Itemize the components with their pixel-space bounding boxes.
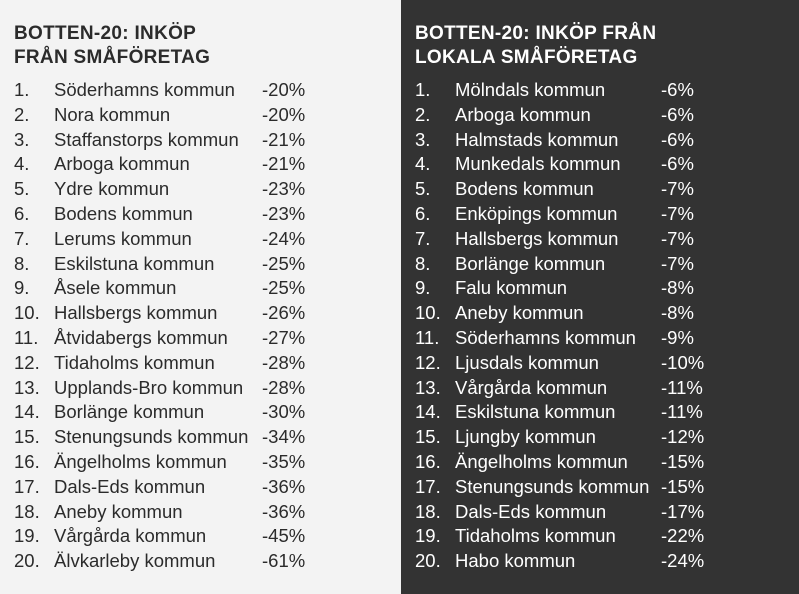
list-item [415, 153, 799, 178]
change-value: -28% [262, 351, 306, 373]
change-value: -9% [661, 326, 694, 348]
municipality-name: Eskilstuna kommun [54, 252, 215, 274]
list-item [14, 79, 401, 104]
list-item [14, 327, 401, 352]
list-item [415, 302, 799, 327]
change-value: -8% [661, 277, 694, 299]
list-item [415, 79, 799, 104]
rank-number: 3. [14, 128, 30, 150]
rank-number: 11. [415, 326, 440, 348]
list-item [14, 525, 401, 550]
change-value: -15% [661, 475, 705, 497]
rank-number: 13. [415, 376, 441, 398]
list-item [415, 253, 799, 278]
municipality-name: Älvkarleby kommun [54, 550, 216, 572]
list-item [14, 426, 401, 451]
municipality-name: Nora kommun [54, 103, 171, 125]
rank-number: 1. [415, 79, 431, 100]
list-item [415, 501, 799, 526]
municipality-name: Vårgårda kommun [455, 376, 608, 398]
rank-number: 6. [415, 202, 431, 224]
change-value: -7% [661, 227, 694, 249]
list-item [14, 153, 401, 178]
rank-number: 2. [14, 103, 30, 125]
rank-number: 16. [14, 450, 40, 472]
municipality-name: Aneby kommun [455, 302, 584, 324]
panel-title: BOTTEN-20: INKÖP FRÅN LOKALA SMÅFÖRETAG [415, 23, 657, 68]
municipality-name: Stenungsunds kommun [455, 475, 650, 497]
list-item [415, 178, 799, 203]
municipality-name: Eskilstuna kommun [455, 401, 616, 423]
rank-number: 1. [14, 79, 30, 100]
list-item [415, 277, 799, 302]
rank-number: 4. [14, 153, 30, 175]
change-value: -11% [661, 401, 703, 423]
municipality-name: Ängelholms kommun [54, 450, 227, 472]
change-value: -6% [661, 103, 694, 125]
rank-number: 9. [415, 277, 431, 299]
municipality-name: Borlänge kommun [54, 401, 205, 423]
list-item [14, 550, 401, 575]
change-value: -36% [262, 500, 306, 522]
change-value: -30% [262, 401, 306, 423]
municipality-name: Munkedals kommun [455, 153, 621, 175]
municipality-name: Falu kommun [455, 277, 568, 299]
change-value: -27% [262, 326, 306, 348]
municipality-name: Hallsbergs kommun [54, 302, 218, 324]
rank-number: 10. [415, 302, 441, 324]
ranking-list [415, 79, 799, 575]
rank-number: 20. [14, 550, 40, 572]
list-item [14, 352, 401, 377]
municipality-name: Stenungsunds kommun [54, 426, 249, 448]
change-value: -7% [661, 178, 694, 200]
list-item [415, 451, 799, 476]
rank-number: 19. [415, 525, 441, 547]
rank-number: 18. [14, 500, 40, 522]
rank-number: 6. [14, 202, 30, 224]
municipality-name: Dals-Eds kommun [54, 475, 206, 497]
list-item [14, 401, 401, 426]
municipality-name: Åtvidabergs kommun [54, 326, 228, 348]
change-value: -11% [661, 376, 703, 398]
rank-number: 15. [14, 426, 40, 448]
municipality-name: Upplands-Bro kommun [54, 376, 244, 398]
municipality-name: Åsele kommun [54, 277, 177, 299]
list-item [415, 426, 799, 451]
rank-number: 8. [415, 252, 431, 274]
rank-number: 17. [415, 475, 441, 497]
panel-local-small-business-purchases [401, 0, 799, 594]
rank-number: 17. [14, 475, 40, 497]
list-item [415, 352, 799, 377]
rank-number: 15. [415, 426, 441, 448]
municipality-name: Arboga kommun [54, 153, 190, 175]
rank-number: 9. [14, 277, 30, 299]
list-item [14, 178, 401, 203]
municipality-name: Dals-Eds kommun [455, 500, 607, 522]
rank-number: 7. [415, 227, 431, 249]
list-item [415, 327, 799, 352]
rank-number: 20. [415, 550, 441, 572]
change-value: -24% [661, 550, 705, 572]
list-item [415, 129, 799, 154]
change-value: -24% [262, 227, 306, 249]
list-item [14, 129, 401, 154]
change-value: -36% [262, 475, 306, 497]
change-value: -21% [262, 128, 306, 150]
list-item [415, 401, 799, 426]
list-item [14, 476, 401, 501]
rank-number: 12. [14, 351, 40, 373]
list-item [415, 203, 799, 228]
municipality-name: Söderhamns kommun [455, 326, 636, 348]
municipality-name: Bodens kommun [455, 178, 594, 200]
change-value: -7% [661, 252, 694, 274]
municipality-name: Borlänge kommun [455, 252, 606, 274]
change-value: -61% [262, 550, 306, 572]
rank-number: 5. [14, 178, 30, 200]
rank-number: 18. [415, 500, 441, 522]
panel-title: BOTTEN-20: INKÖP FRÅN SMÅFÖRETAG [14, 23, 211, 68]
municipality-name: Ljungby kommun [455, 426, 596, 448]
change-value: -6% [661, 153, 694, 175]
municipality-name: Arboga kommun [455, 103, 591, 125]
municipality-name: Ydre kommun [54, 178, 170, 200]
change-value: -21% [262, 153, 306, 175]
change-value: -15% [661, 450, 705, 472]
list-item [415, 550, 799, 575]
municipality-name: Staffanstorps kommun [54, 128, 239, 150]
change-value: -20% [262, 79, 306, 100]
list-item [14, 451, 401, 476]
list-item [14, 501, 401, 526]
municipality-name: Mölndals kommun [455, 79, 606, 100]
list-item [415, 228, 799, 253]
change-value: -26% [262, 302, 306, 324]
list-item [14, 302, 401, 327]
change-value: -7% [661, 202, 694, 224]
change-value: -6% [661, 128, 694, 150]
municipality-name: Aneby kommun [54, 500, 183, 522]
rank-number: 5. [415, 178, 431, 200]
rank-number: 2. [415, 103, 431, 125]
rank-number: 14. [14, 401, 40, 423]
list-item [415, 377, 799, 402]
list-item [14, 377, 401, 402]
list-item [14, 253, 401, 278]
change-value: -28% [262, 376, 306, 398]
municipality-name: Tidaholms kommun [54, 351, 215, 373]
list-item [415, 525, 799, 550]
rank-number: 8. [14, 252, 30, 274]
change-value: -12% [661, 426, 705, 448]
rank-number: 11. [14, 326, 39, 348]
municipality-name: Söderhamns kommun [54, 79, 235, 100]
ranking-list [14, 79, 401, 575]
change-value: -17% [661, 500, 705, 522]
municipality-name: Habo kommun [455, 550, 576, 572]
change-value: -22% [661, 525, 705, 547]
change-value: -25% [262, 277, 306, 299]
list-item [14, 203, 401, 228]
municipality-name: Enköpings kommun [455, 202, 618, 224]
change-value: -8% [661, 302, 694, 324]
change-value: -35% [262, 450, 306, 472]
change-value: -25% [262, 252, 306, 274]
municipality-name: Vårgårda kommun [54, 525, 207, 547]
list-item [14, 277, 401, 302]
municipality-name: Ängelholms kommun [455, 450, 628, 472]
list-item [415, 476, 799, 501]
municipality-name: Halmstads kommun [455, 128, 619, 150]
municipality-name: Ljusdals kommun [455, 351, 599, 373]
change-value: -45% [262, 525, 306, 547]
rank-number: 19. [14, 525, 40, 547]
list-item [14, 228, 401, 253]
list-item [415, 104, 799, 129]
municipality-name: Tidaholms kommun [455, 525, 616, 547]
rank-number: 3. [415, 128, 431, 150]
rank-number: 14. [415, 401, 441, 423]
municipality-name: Hallsbergs kommun [455, 227, 619, 249]
rank-number: 7. [14, 227, 30, 249]
municipality-name: Bodens kommun [54, 202, 193, 224]
change-value: -23% [262, 202, 306, 224]
rank-number: 16. [415, 450, 441, 472]
municipality-name: Lerums kommun [54, 227, 192, 249]
rank-number: 13. [14, 376, 40, 398]
rank-number: 4. [415, 153, 431, 175]
change-value: -20% [262, 103, 306, 125]
change-value: -23% [262, 178, 306, 200]
rank-number: 10. [14, 302, 40, 324]
rank-number: 12. [415, 351, 441, 373]
change-value: -34% [262, 426, 306, 448]
list-item [14, 104, 401, 129]
change-value: -6% [661, 79, 694, 100]
change-value: -10% [661, 351, 705, 373]
